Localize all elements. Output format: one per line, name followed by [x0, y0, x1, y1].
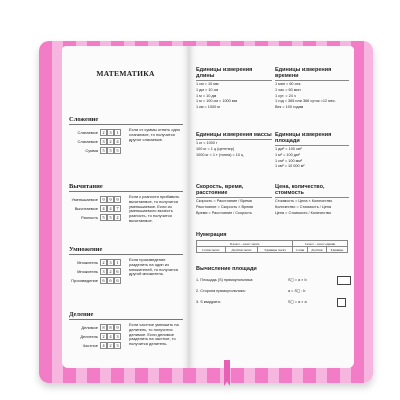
section-0 — [69, 116, 183, 155]
value-cell: 3 — [107, 259, 114, 266]
speed-formulas: Скорость, время, расстояние Скорость = Расстояние / Время Расстояние = Скорость × Время Время = Расстояние / Скорость — [196, 184, 272, 216]
value-cell: 2 — [100, 259, 107, 266]
value-cell: 9 — [107, 196, 114, 203]
numeration-heading: Нумерация — [196, 232, 227, 238]
section-heading: Деление — [69, 311, 183, 320]
list-item: 1 мин = 60 сек. — [275, 82, 302, 86]
rule-note: Если к разности прибавить вычитаемое, то получится уменьшаемое. Если из уменьшаемого вычесть разность, то получится вычитаемое. — [129, 194, 180, 223]
calc-label: 3. S квадрата: — [196, 299, 221, 304]
row-label: Делитель — [80, 334, 98, 339]
page-title: МАТЕМАТИКА — [96, 69, 155, 78]
row-label: Множитель — [77, 269, 98, 274]
section-2 — [69, 246, 183, 285]
value-cell: 4 — [100, 342, 107, 349]
calc-formula: S◻ = a × b — [288, 277, 307, 282]
rule-note: Если произведение разделить на один из множителей, то получится другой множитель. — [129, 257, 178, 277]
value-cell: 5 — [107, 214, 114, 221]
list-item: Расстояние = Скорость × Время — [196, 204, 253, 209]
table-row — [69, 213, 125, 222]
table-row — [69, 204, 125, 213]
list-item: 1 сут. = 24 ч — [275, 93, 296, 98]
value-cell: 7 — [114, 205, 121, 212]
section-heading: Вычитание — [69, 183, 183, 192]
value-cell: 2 — [107, 138, 114, 145]
area-units: Единицы измерения площади 1 дм² = 100 см² 1 м² = 100 дм² 1 см² = 100 мм² 1 км² = 10 000 м² — [275, 132, 349, 170]
section-1 — [69, 183, 183, 224]
list-item: 1 час = 60 мин — [275, 87, 301, 92]
table-row — [69, 323, 125, 332]
list-item: Скорость = Расстояние / Время — [196, 199, 252, 203]
length-units: Единицы измерения длины 1 см = 10 мм 1 дм = 10 см 1 м = 10 дм 1 м = 100 см = 1000 мм 1 км = 1000 м — [196, 67, 272, 111]
list-item: 100 кг = 1 ц (центнер) — [196, 146, 235, 151]
rule-note: Если от суммы отнять одно слагаемое, то получится другое слагаемое. — [129, 127, 181, 142]
row-label: Сумма — [85, 148, 98, 153]
price-formulas: Цена, количество, стоимость Стоимость = Цена × Количество Количество = Стоимость / Цена Цена = Стоимость / Количество — [275, 184, 349, 216]
table-row — [69, 146, 125, 155]
list-item: 1 кг = 1000 г — [196, 141, 218, 145]
section-heading: Умножение — [69, 246, 183, 255]
time-units: Единицы измерения времени 1 мин = 60 сек. 1 час = 60 мин 1 сут. = 24 ч 1 год = 365 или 366 суток =12 мес. Век = 100 годам — [275, 67, 349, 111]
area-calc-row — [196, 275, 346, 286]
list-item: Стоимость = Цена × Количество — [275, 199, 333, 203]
square-figure — [337, 298, 346, 307]
value-cell: 5 — [100, 214, 107, 221]
calc-formula: S◻ = a × a — [288, 299, 307, 304]
value-cell: 3 — [100, 138, 107, 145]
row-label: Слагаемое — [77, 130, 98, 135]
rank-cell: Единицы тысяч — [258, 247, 293, 253]
rank-cell: Десятки — [307, 247, 326, 253]
table-row — [69, 267, 125, 276]
section-heading: Сложение — [69, 116, 183, 125]
table-row — [69, 276, 125, 285]
value-cell: 3 — [107, 129, 114, 136]
list-item: 1 см = 10 мм — [196, 82, 219, 86]
rank-cell: Единицы — [326, 247, 347, 253]
value-cell: 9 — [114, 196, 121, 203]
value-cell: 4 — [107, 205, 114, 212]
calc-label: 2. Сторона прямоугольника: — [196, 288, 246, 293]
table-row — [69, 258, 125, 267]
area-calc-list — [196, 275, 346, 308]
rank-cell: Сотни тысяч — [197, 247, 226, 253]
value-cell: 4 — [100, 205, 107, 212]
table-row — [69, 195, 125, 204]
row-label: Частное — [82, 343, 98, 348]
list-item: 1 км = 1000 м — [196, 105, 220, 110]
list-item: 1 год = 365 или 366 суток =12 мес. — [275, 99, 336, 104]
mass-units: Единицы измерения массы 1 кг = 1000 г 100 кг = 1 ц (центнер) 1000 кг = 1 т (тонна) = 10 ц — [196, 132, 272, 157]
area-calc-row — [196, 297, 346, 308]
list-item: 1 м = 10 дм — [196, 93, 217, 98]
row-label: Разность — [81, 215, 98, 220]
value-cell: 9 — [100, 196, 107, 203]
left-page — [62, 46, 189, 368]
value-cell: 5 — [107, 147, 114, 154]
list-item: 1 см² = 100 мм² — [275, 158, 303, 163]
value-cell: 3 — [114, 342, 121, 349]
row-label: Уменьшаемое — [71, 197, 98, 202]
table-row — [69, 137, 125, 146]
value-cell: 4 — [107, 333, 114, 340]
list-item: Цена = Стоимость / Количество — [275, 210, 332, 215]
list-item: 1 дм² = 100 см² — [275, 147, 302, 151]
value-cell: 3 — [100, 268, 107, 275]
calc-formula: a = S◻ : b — [288, 288, 306, 293]
value-cell: 5 — [114, 147, 121, 154]
row-label: Делимое — [81, 325, 98, 330]
value-cell: 2 — [100, 129, 107, 136]
list-item: 1 м = 100 см = 1000 мм — [196, 99, 238, 104]
value-cell: 1 — [114, 259, 121, 266]
class-thousands: II класс – класс тысяч — [197, 241, 293, 247]
row-label: Произведение — [71, 278, 98, 283]
rule-note: Если частное умножить на делитель, то получится делимое. Если делимое разделить на частное, то получится делитель. — [129, 322, 179, 347]
table-row — [69, 332, 125, 341]
area-calc-heading: Вычисление площади — [196, 266, 257, 272]
value-cell: 6 — [114, 268, 121, 275]
value-cell: 5 — [100, 147, 107, 154]
value-cell: 3 — [114, 333, 121, 340]
area-calc-row — [196, 286, 346, 297]
value-cell: 1 — [114, 129, 121, 136]
value-cell: 8 — [100, 324, 107, 331]
value-cell: 2 — [107, 342, 114, 349]
list-item: Количество = Стоимость / Цена — [275, 204, 332, 209]
section-3 — [69, 311, 183, 350]
class-units: I класс – класс единиц — [293, 241, 348, 247]
value-cell: 2 — [100, 333, 107, 340]
list-item: 1 дм = 10 см — [196, 87, 219, 92]
numeration-table — [196, 240, 348, 253]
right-page — [189, 46, 354, 368]
rank-cell: Сотни — [293, 247, 308, 253]
row-label: Вычитаемое — [74, 206, 98, 211]
value-cell: 6 — [114, 277, 121, 284]
list-item: Время = Расстояние / Скорость — [196, 210, 252, 215]
list-item: 1 км² = 10 000 м² — [275, 164, 305, 169]
rectangle-figure — [337, 276, 351, 285]
list-item: Век = 100 годам — [275, 105, 304, 110]
list-item: 1000 кг = 1 т (тонна) = 10 ц — [196, 152, 244, 157]
value-cell: 8 — [107, 324, 114, 331]
table-row — [69, 341, 125, 350]
value-cell: 6 — [107, 277, 114, 284]
row-label: Множитель — [77, 260, 98, 265]
table-row — [69, 128, 125, 137]
value-cell: 9 — [114, 324, 121, 331]
value-cell: 4 — [114, 138, 121, 145]
value-cell: 2 — [114, 214, 121, 221]
row-label: Слагаемое — [77, 139, 98, 144]
value-cell: 2 — [107, 268, 114, 275]
rank-cell: Десятки тысяч — [225, 247, 258, 253]
calc-label: 1. Площадь (S) прямоугольника: — [196, 277, 254, 282]
list-item: 1 м² = 100 дм² — [275, 152, 300, 157]
value-cell: 6 — [100, 277, 107, 284]
